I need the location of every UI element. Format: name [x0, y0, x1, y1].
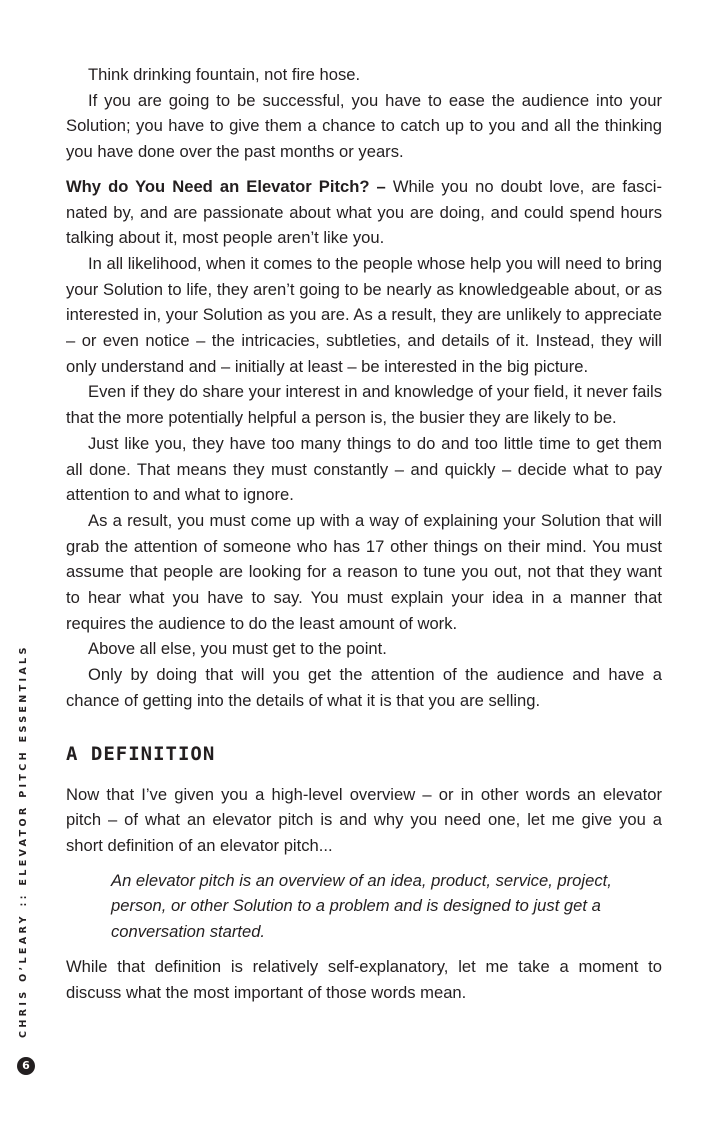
paragraph: Only by doing that will you get the attention of the audience and have a chance of getting into the details of what it is that you are selling. [66, 665, 662, 710]
page-body [66, 62, 662, 1005]
page-number: 6 [17, 1057, 35, 1075]
definition-quote: An elevator pitch is an overview of an idea, product, service, project, person, or other Solution to a problem and is designed to just get a conversation started. [111, 870, 612, 942]
paragraph-text: While you no doubt love, are fascinated by, and are passionate about what you are doing, and could spend hours talking about it, most people aren’t like you. [66, 176, 662, 248]
paragraph: As a result, you must come up with a way of explaining your Solution that will grab the attention of someone who has 17 other things on their mind. You must assume that people are looking for a reason to tune you out, not that they want to hear what you have to say. You must explain your idea in a manner that requires the audience to do the least amount of work. [66, 510, 662, 633]
paragraph: Above all else, you must get to the point. [88, 639, 387, 659]
running-head: CHRIS O’LEARY :: ELEVATOR PITCH ESSENTIALS [18, 644, 29, 1038]
paragraph: Now that I’ve given you a high-level overview – or in other words an elevator pitch – of what an elevator pitch is and why you need one, let me give you a short definition of an elevator pitch... [66, 784, 662, 855]
paragraph [66, 174, 662, 251]
paragraph: If you are going to be successful, you have to ease the audience into your Solution; you have to give them a chance to catch up to you and all the thinking you have done over the past months or years. [66, 90, 662, 162]
paragraph: Just like you, they have too many things to do and too little time to get them all done. That means they must constantly – and quickly – decide what to pay attention to and what to ignore. [66, 433, 662, 505]
paragraph: While that definition is relatively self-explanatory, let me take a moment to discuss what the most important of those words mean. [66, 956, 662, 1002]
paragraph: In all likelihood, when it comes to the people whose help you will need to bring your Solution to life, they aren’t going to be nearly as knowledgeable about, or as interested in, your Solution as you are. As a result, they are unlikely to appreciate – or even notice – the intricacies, subtleties, and details of it. Instead, they will only understand and – initially at least – be interested in the big picture. [66, 253, 662, 376]
paragraph-lead: Why do You Need an Elevator Pitch? – [66, 176, 386, 196]
paragraph: Think drinking fountain, not fire hose. [88, 65, 361, 84]
section-heading: A DEFINITION [66, 742, 216, 765]
paragraph: Even if they do share your interest in and knowledge of your field, it never fails that the more potentially helpful a person is, the busier they are likely to be. [66, 382, 662, 428]
